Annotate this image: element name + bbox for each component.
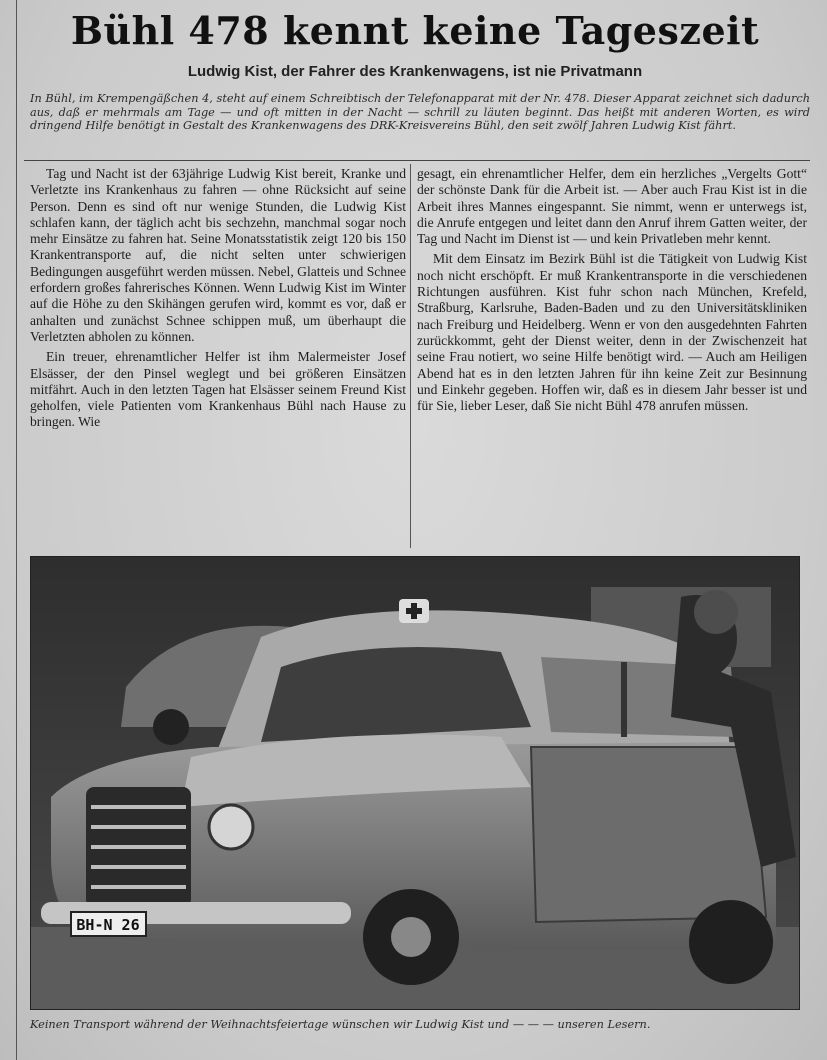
ambulance-photo-illustration (31, 557, 799, 1009)
text-column-1 (30, 166, 406, 435)
column1-paragraph-2: Ein treuer, ehrenamtlicher Helfer ist ihm Malermeister Josef Elsässer, der den Pinsel weglegt und bei größeren Einsätzen mitfährt. Auch in den letzten Tagen hat Elsässer seinem Freund Kist geholfen, viele Patienten vom Krankenhaus Bühl nach Hause zu bringen. Wie (30, 349, 406, 430)
subheadline: Ludwig Kist, der Fahrer des Krankenwagens, ist nie Privatmann (187, 63, 643, 80)
photo-caption: Keinen Transport während der Weihnachtsfeiertage wünschen wir Ludwig Kist und — — — unseren Lesern. (30, 1018, 651, 1031)
ambulance-photo (30, 556, 800, 1010)
intro-divider (24, 160, 810, 161)
column2-paragraph-2: Mit dem Einsatz im Bezirk Bühl ist die Tätigkeit von Ludwig Kist noch nicht erschöpft. Er muß Krankentransporte in die verschiedenen Richtungen ausführen. Kist fuhr schon nach München, Krefeld, Straßburg, Karlsruhe, Baden-Baden und zu den Universitätskliniken nach Freiburg und Heidelberg. Wenn er von den ausgedehnten Fahrten zurückkommt, geht der Dienst weiter, denn in der Zwischenzeit hat seine Frau notiert, wo seine Hilfe benötigt wird. — Auch am Heiligen Abend hat es in den letzten Jahren für ihn keine Zeit zur Besinnung und Einkehr gegeben. Hoffen wir, daß es in diesem Jahr besser ist und für Sie, lieber Leser, daß Sie nicht Bühl 478 anrufen müssen. (417, 251, 807, 414)
headline: Bühl 478 kennt keine Tageszeit (70, 8, 760, 53)
column-divider (410, 164, 411, 548)
column1-paragraph-1: Tag und Nacht ist der 63jährige Ludwig Kist bereit, Kranke und Verletzte ins Krankenhaus zu fahren — ohne Rücksicht auf seine Person. Denn es sind oft nur wenige Stunden, die Ludwig Kist schlafen kann, der täglich acht bis sechzehn, manchmal sogar noch mehr Einsätze zu fahren hat. Seine Monatsstatistik zeigt 120 bis 150 Krankentransporte auf, die nicht selten unter schwierigen Bedingungen ausgeführt werden müssen. Nebel, Glatteis und Schnee erfordern großes fahrerisches Können. Wenn Ludwig Kist im Winter auf die Höhe zu den Skihängen gerufen wird, kommt es vor, daß er anhalten und zunächst Schnee schippen muß, um überhaupt die Verletzten abholen zu können. (30, 166, 406, 344)
intro-paragraph: In Bühl, im Krempengäßchen 4, steht auf einem Schreibtisch der Telefonapparat mit der Nr. 478. Dieser Apparat zeichnet sich dadurch aus, daß er mehrmals am Tage — und oft mitten in der Nacht — schrill zu läuten beginnt. Das heißt mit anderen Worten, es wird dringend Hilfe benötigt in Gestalt des Krankenwagens des DRK-Kreisvereins Bühl, den seit zwölf Jahren Ludwig Kist fährt. (30, 92, 810, 132)
text-column-2 (417, 166, 807, 418)
license-plate-text: BH-N 26 (76, 916, 140, 934)
column2-paragraph-1: gesagt, ein ehrenamtlicher Helfer, dem ein herzliches „Vergelts Gott“ der schönste Dank für die Arbeit ist. — Aber auch Frau Kist ist in die Arbeit ihres Mannes eingespannt. Sie nimmt, wenn er unterwegs ist, die Anrufe entgegen und leitet dann den Anruf ihrem Gatten weiter, der Tag und Nacht im Dienst ist — und kein Privatleben mehr kennt. (417, 166, 807, 247)
page-edge-rule (16, 0, 17, 1060)
